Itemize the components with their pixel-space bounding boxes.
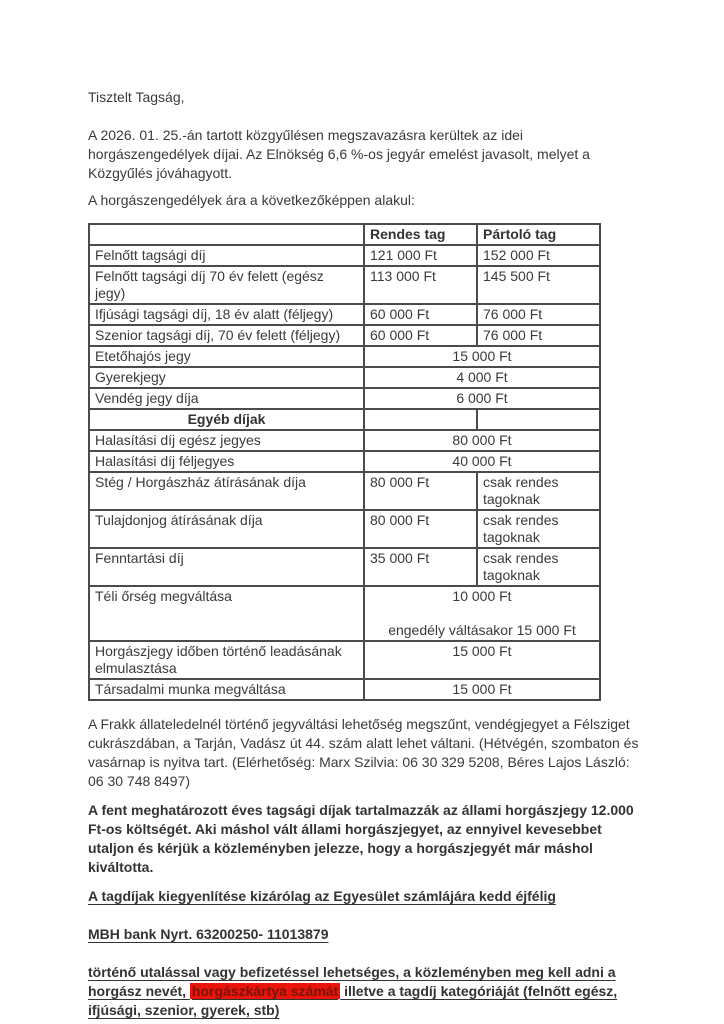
fee-rendes-cell: 80 000 Ft [364, 472, 477, 510]
bank-account-line: MBH bank Nyrt. 63200250- 11013879 [88, 926, 329, 942]
fee-rendes-cell: 121 000 Ft [364, 245, 477, 266]
fee-rendes-cell: 60 000 Ft [364, 304, 477, 325]
table-row [89, 304, 600, 325]
fee-label-cell: Ifjúsági tagsági díj, 18 év alatt (féljegy) [89, 304, 364, 325]
frakk-paragraph: A Frakk állateledelnél történő jegyváltási lehetőség megszűnt, vendégjegyet a Félsziget cukrászdában, a Tarján, Vadász út 44. szám alatt lehet váltani. (Hétvégén, szombaton és vasárnap is nyitva tart. (Elérhetőség: Marx Szilvia: 06 30 329 5208, Béres Lajos László: 06 30 748 8497) [88, 716, 639, 789]
payment-method-paragraph [88, 963, 646, 1020]
fee-partolo-cell: 76 000 Ft [477, 325, 600, 346]
fee-merged-multiline-cell [364, 586, 600, 641]
table-section-row [89, 409, 600, 430]
header-rendes-tag: Rendes tag [364, 224, 477, 245]
fee-label-cell: Gyerekjegy [89, 367, 364, 388]
fee-rendes-cell: 60 000 Ft [364, 325, 477, 346]
fee-merged-cell: 80 000 Ft [364, 430, 600, 451]
table-row [89, 245, 600, 266]
intro-paragraph: A 2026. 01. 25.-án tartott közgyűlésen megszavazásra kerültek az idei horgászengedélyek díjai. Az Elnökség 6,6 %-os jegyár emelést javasolt, melyet a Közgyűlés jóváhagyott. [88, 127, 590, 181]
fee-label-cell: Társadalmi munka megváltása [89, 679, 364, 700]
fee-label-cell: Felnőtt tagsági díj 70 év felett (egész jegy) [89, 266, 364, 304]
table-row [89, 346, 600, 367]
table-row [89, 510, 600, 548]
fee-label-cell: Felnőtt tagsági díj [89, 245, 364, 266]
fee-label-cell: Etetőhajós jegy [89, 346, 364, 367]
blank-line [370, 605, 594, 622]
fee-merged-cell: 15 000 Ft [364, 346, 600, 367]
payment-deadline-line: A tagdíjak kiegyenlítése kizárólag az Egyesület számlájára kedd éjfélig [88, 888, 556, 904]
fee-partolo-cell: 76 000 Ft [477, 304, 600, 325]
fee-label-cell: Vendég jegy díja [89, 388, 364, 409]
fee-label-cell: Halasítási díj egész jegyes [89, 430, 364, 451]
fee-merged-cell: 40 000 Ft [364, 451, 600, 472]
greeting-text: Tisztelt Tagság, [88, 89, 185, 105]
payment-method-text-before: történő utalással vagy befizetéssel lehetséges, a közleményben meg kell adni a horgász nevét, [88, 964, 616, 999]
table-row [89, 641, 600, 679]
highlight-fishing-card-number: horgászkártya számát [191, 983, 339, 999]
fee-partolo-cell: csak rendes tagoknak [477, 472, 600, 510]
payment-method-text-after: illetve a tagdíj kategóriáját (felnőtt egész, ifjúsági, szenior, gyerek, stb) [88, 983, 618, 1018]
fee-label-cell: Fenntartási díj [89, 548, 364, 586]
fee-merged-cell: 15 000 Ft [364, 641, 600, 679]
fee-value-line: engedély váltásakor 15 000 Ft [388, 622, 576, 638]
fees-table [88, 223, 601, 701]
table-lead-paragraph: A horgászengedélyek ára a következőképpen alakul: [88, 192, 415, 208]
fee-rendes-cell: 80 000 Ft [364, 510, 477, 548]
empty-cell [477, 409, 600, 430]
fee-merged-cell: 6 000 Ft [364, 388, 600, 409]
table-row [89, 586, 600, 641]
fee-merged-cell: 15 000 Ft [364, 679, 600, 700]
table-header-row [89, 224, 600, 245]
fee-label-cell: Szenior tagsági díj, 70 év felett (féljegy) [89, 325, 364, 346]
fee-label-cell: Téli őrség megváltása [89, 586, 364, 641]
fee-partolo-cell: 152 000 Ft [477, 245, 600, 266]
fee-label-cell: Horgászjegy időben történő leadásának elmulasztása [89, 641, 364, 679]
fee-partolo-cell: csak rendes tagoknak [477, 548, 600, 586]
table-row [89, 325, 600, 346]
table-row [89, 679, 600, 700]
fee-label-cell: Halasítási díj féljegyes [89, 451, 364, 472]
table-row [89, 451, 600, 472]
fee-partolo-cell: 145 500 Ft [477, 266, 600, 304]
section-header-cell: Egyéb díjak [89, 409, 364, 430]
table-row [89, 430, 600, 451]
fee-merged-cell: 4 000 Ft [364, 367, 600, 388]
header-empty-cell [89, 224, 364, 245]
state-ticket-paragraph: A fent meghatározott éves tagsági díjak tartalmazzák az állami horgászjegy 12.000 Ft-os költségét. Aki máshol vált állami horgászjegyet, az ennyivel kevesebbet utaljon és kérjük a közleményben jelezze, hogy a horgászjegyét már máshol kiváltotta. [88, 802, 634, 875]
table-row [89, 367, 600, 388]
header-partolo-tag: Pártoló tag [477, 224, 600, 245]
fee-rendes-cell: 113 000 Ft [364, 266, 477, 304]
fee-value-line: 10 000 Ft [452, 588, 512, 604]
table-row [89, 548, 600, 586]
table-row [89, 472, 600, 510]
table-row [89, 388, 600, 409]
fee-label-cell: Tulajdonjog átírásának díja [89, 510, 364, 548]
table-row [89, 266, 600, 304]
fee-label-cell: Stég / Horgászház átírásának díja [89, 472, 364, 510]
fee-partolo-cell: csak rendes tagoknak [477, 510, 600, 548]
empty-cell [364, 409, 477, 430]
fee-rendes-cell: 35 000 Ft [364, 548, 477, 586]
